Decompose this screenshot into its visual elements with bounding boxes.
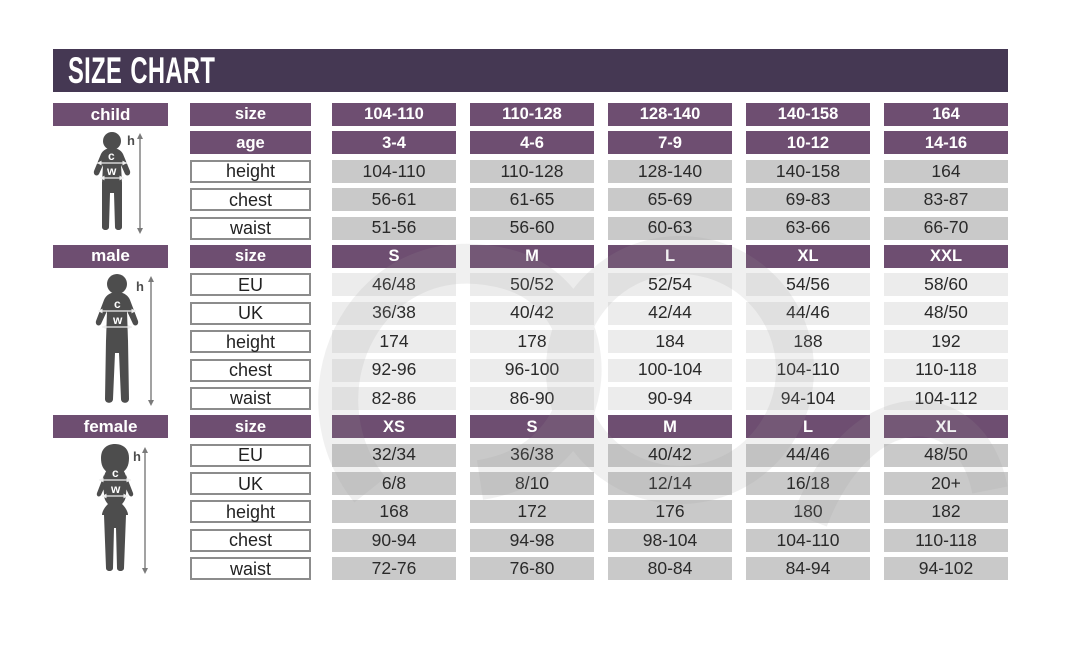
- size-table: [53, 103, 1011, 586]
- value-cell: 84-94: [746, 557, 870, 580]
- value-cell: 44/46: [746, 302, 870, 325]
- row-label-height: height: [190, 160, 311, 183]
- value-cell: 72-76: [332, 557, 456, 580]
- value-cell: 16/18: [746, 472, 870, 495]
- value-cell: 83-87: [884, 188, 1008, 211]
- value-cell: 178: [470, 330, 594, 353]
- section-female: [53, 415, 1011, 585]
- value-cell: 54/56: [746, 273, 870, 296]
- value-cell: XL: [884, 415, 1008, 438]
- child-figure-icon: [74, 131, 174, 237]
- table-row-female-size: [190, 415, 1011, 438]
- value-cell: 58/60: [884, 273, 1008, 296]
- value-cell: 42/44: [608, 302, 732, 325]
- value-cell: 65-69: [608, 188, 732, 211]
- height-annotation: h: [127, 133, 135, 149]
- page-title: SIZE CHART: [68, 49, 216, 91]
- value-cell: 128-140: [608, 160, 732, 183]
- value-cell: S: [332, 245, 456, 268]
- value-cell: 188: [746, 330, 870, 353]
- value-cell: 52/54: [608, 273, 732, 296]
- value-cell: 94-98: [470, 529, 594, 552]
- table-row-child-chest: [190, 188, 1011, 211]
- value-cell: 4-6: [470, 131, 594, 154]
- value-cell: 6/8: [332, 472, 456, 495]
- waist-annotation: w: [107, 164, 117, 179]
- value-cell: 56-60: [470, 217, 594, 240]
- value-cell: S: [470, 415, 594, 438]
- value-cell: 50/52: [470, 273, 594, 296]
- value-cell: 63-66: [746, 217, 870, 240]
- value-cell: 96-100: [470, 359, 594, 382]
- value-cell: M: [608, 415, 732, 438]
- value-cell: 20+: [884, 472, 1008, 495]
- chest-annotation: c: [114, 297, 121, 312]
- value-cell: 140-158: [746, 160, 870, 183]
- value-cell: 104-110: [332, 160, 456, 183]
- value-cell: XL: [746, 245, 870, 268]
- value-cell: 110-118: [884, 529, 1008, 552]
- value-cell: 56-61: [332, 188, 456, 211]
- table-row-child-size: [190, 103, 1011, 126]
- value-cell: 48/50: [884, 444, 1008, 467]
- section-male-left: [53, 245, 190, 410]
- female-figure-icon: [77, 444, 177, 578]
- value-cell: 110-118: [884, 359, 1008, 382]
- female-rows: [190, 415, 1011, 585]
- value-cell: 176: [608, 500, 732, 523]
- value-cell: 104-112: [884, 387, 1008, 410]
- child-rows: [190, 103, 1011, 245]
- value-cell: 48/50: [884, 302, 1008, 325]
- value-cell: 98-104: [608, 529, 732, 552]
- row-label-height: height: [190, 330, 311, 353]
- section-label-child: child: [53, 103, 168, 126]
- value-cell: 104-110: [746, 529, 870, 552]
- table-row-male-chest: [190, 359, 1011, 382]
- value-cell: 110-128: [470, 103, 594, 126]
- value-cell: 184: [608, 330, 732, 353]
- row-label-waist: waist: [190, 217, 311, 240]
- value-cell: 94-104: [746, 387, 870, 410]
- row-label-size: size: [190, 103, 311, 126]
- table-row-male-waist: [190, 387, 1011, 410]
- table-row-child-waist: [190, 217, 1011, 240]
- chest-annotation: c: [112, 465, 119, 480]
- table-row-male-height: [190, 330, 1011, 353]
- chest-annotation: c: [108, 149, 115, 164]
- value-cell: 164: [884, 160, 1008, 183]
- value-cell: 182: [884, 500, 1008, 523]
- section-child-left: [53, 103, 190, 237]
- value-cell: 86-90: [470, 387, 594, 410]
- value-cell: 40/42: [470, 302, 594, 325]
- row-label-waist: waist: [190, 557, 311, 580]
- value-cell: XS: [332, 415, 456, 438]
- row-label-eu: EU: [190, 444, 311, 467]
- row-label-eu: EU: [190, 273, 311, 296]
- table-row-child-height: [190, 160, 1011, 183]
- value-cell: 12/14: [608, 472, 732, 495]
- row-label-age: age: [190, 131, 311, 154]
- section-female-left: [53, 415, 190, 577]
- value-cell: 10-12: [746, 131, 870, 154]
- height-annotation: h: [133, 448, 141, 464]
- table-row-male-eu: [190, 273, 1011, 296]
- table-row-female-chest: [190, 529, 1011, 552]
- value-cell: 61-65: [470, 188, 594, 211]
- table-row-male-size: [190, 245, 1011, 268]
- row-label-height: height: [190, 500, 311, 523]
- value-cell: 140-158: [746, 103, 870, 126]
- row-label-chest: chest: [190, 188, 311, 211]
- value-cell: 76-80: [470, 557, 594, 580]
- waist-annotation: w: [113, 313, 123, 328]
- value-cell: 180: [746, 500, 870, 523]
- value-cell: 90-94: [332, 529, 456, 552]
- male-rows: [190, 245, 1011, 415]
- value-cell: 32/34: [332, 444, 456, 467]
- row-label-size: size: [190, 245, 311, 268]
- waist-annotation: w: [111, 481, 121, 496]
- value-cell: 80-84: [608, 557, 732, 580]
- value-cell: 36/38: [470, 444, 594, 467]
- male-figure-icon: [77, 273, 182, 410]
- row-label-size: size: [190, 415, 311, 438]
- value-cell: 44/46: [746, 444, 870, 467]
- value-cell: L: [746, 415, 870, 438]
- value-cell: 40/42: [608, 444, 732, 467]
- section-label-male: male: [53, 245, 168, 268]
- value-cell: 164: [884, 103, 1008, 126]
- section-child: [53, 103, 1011, 245]
- value-cell: 174: [332, 330, 456, 353]
- table-row-child-age: [190, 131, 1011, 154]
- table-row-female-height: [190, 500, 1011, 523]
- value-cell: 8/10: [470, 472, 594, 495]
- value-cell: 192: [884, 330, 1008, 353]
- value-cell: M: [470, 245, 594, 268]
- value-cell: 82-86: [332, 387, 456, 410]
- value-cell: 100-104: [608, 359, 732, 382]
- value-cell: 7-9: [608, 131, 732, 154]
- row-label-waist: waist: [190, 387, 311, 410]
- section-label-female: female: [53, 415, 168, 438]
- value-cell: XXL: [884, 245, 1008, 268]
- row-label-chest: chest: [190, 359, 311, 382]
- value-cell: 36/38: [332, 302, 456, 325]
- value-cell: 14-16: [884, 131, 1008, 154]
- row-label-uk: UK: [190, 302, 311, 325]
- value-cell: 66-70: [884, 217, 1008, 240]
- value-cell: 51-56: [332, 217, 456, 240]
- section-male: [53, 245, 1011, 415]
- table-row-female-uk: [190, 472, 1011, 495]
- value-cell: 94-102: [884, 557, 1008, 580]
- value-cell: 46/48: [332, 273, 456, 296]
- row-label-uk: UK: [190, 472, 311, 495]
- value-cell: 104-110: [332, 103, 456, 126]
- height-annotation: h: [136, 279, 144, 295]
- row-label-chest: chest: [190, 529, 311, 552]
- value-cell: 172: [470, 500, 594, 523]
- value-cell: 69-83: [746, 188, 870, 211]
- value-cell: 60-63: [608, 217, 732, 240]
- value-cell: L: [608, 245, 732, 268]
- value-cell: 128-140: [608, 103, 732, 126]
- value-cell: 104-110: [746, 359, 870, 382]
- value-cell: 110-128: [470, 160, 594, 183]
- value-cell: 92-96: [332, 359, 456, 382]
- table-row-female-eu: [190, 444, 1011, 467]
- value-cell: 3-4: [332, 131, 456, 154]
- table-row-male-uk: [190, 302, 1011, 325]
- value-cell: 90-94: [608, 387, 732, 410]
- title-band: [53, 49, 1008, 92]
- table-row-female-waist: [190, 557, 1011, 580]
- value-cell: 168: [332, 500, 456, 523]
